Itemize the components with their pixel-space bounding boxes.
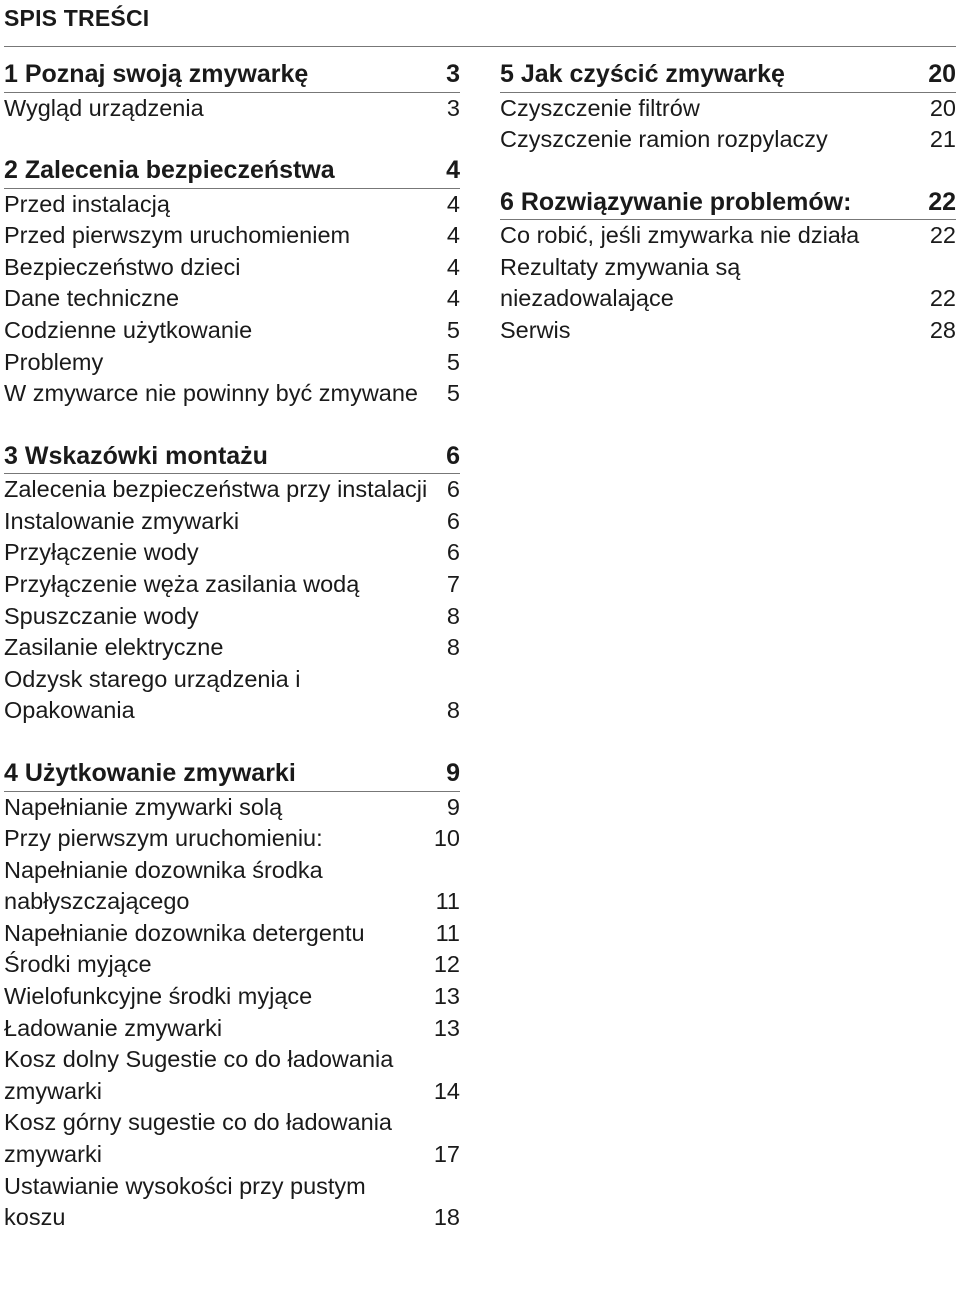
toc-entry[interactable] bbox=[4, 664, 460, 727]
toc-entry-list bbox=[4, 474, 460, 727]
page-title: SPIS TREŚCI bbox=[4, 5, 150, 31]
toc-entry-page: 13 bbox=[433, 1014, 460, 1041]
toc-entry[interactable] bbox=[4, 1107, 460, 1170]
toc-entry-title: Serwis bbox=[500, 316, 571, 343]
toc-entry[interactable] bbox=[4, 220, 460, 252]
toc-entry-title: Czyszczenie filtrów bbox=[500, 94, 700, 121]
toc-entry-list bbox=[500, 220, 956, 346]
toc-entry-title: Spuszczanie wody bbox=[4, 602, 199, 629]
toc-entry-page: 6 bbox=[446, 476, 460, 503]
toc-entry[interactable] bbox=[4, 918, 460, 950]
toc-entry-page: 6 bbox=[446, 507, 460, 534]
toc-entry-title: Bezpieczeństwo dzieci bbox=[4, 253, 241, 280]
toc-entry-title: Wielofunkcyjne środki myjące bbox=[4, 983, 313, 1010]
toc-entry-page: 28 bbox=[929, 316, 956, 343]
toc-entry-page: 4 bbox=[446, 190, 460, 217]
toc-entry-page: 4 bbox=[446, 222, 460, 249]
toc-entry[interactable] bbox=[4, 537, 460, 569]
toc-entry[interactable] bbox=[4, 1044, 460, 1107]
toc-entry[interactable] bbox=[4, 189, 460, 221]
toc-entry-title: Przyłączenie węża zasilania wodą bbox=[4, 571, 360, 598]
section-heading-page: 4 bbox=[446, 156, 460, 185]
toc-entry-page: 6 bbox=[446, 539, 460, 566]
toc-entry[interactable] bbox=[4, 93, 460, 125]
toc-entry-title: Problemy bbox=[4, 348, 104, 375]
toc-entry[interactable] bbox=[4, 981, 460, 1013]
toc-entry[interactable] bbox=[4, 252, 460, 284]
toc-entry-page: 11 bbox=[435, 919, 460, 946]
toc-entry-title: Co robić, jeśli zmywarka nie działa bbox=[500, 222, 860, 249]
toc-section bbox=[4, 155, 460, 410]
section-heading-page: 6 bbox=[446, 441, 460, 470]
toc-section bbox=[4, 441, 460, 727]
section-heading[interactable] bbox=[4, 59, 460, 93]
toc-entry-title: Przed pierwszym uruchomieniem bbox=[4, 222, 351, 249]
title-divider bbox=[4, 46, 956, 47]
toc-entry-page: 22 bbox=[929, 285, 956, 312]
toc-entry-page: 17 bbox=[433, 1141, 460, 1168]
toc-entry-title: Instalowanie zmywarki bbox=[4, 507, 240, 534]
toc-entry[interactable] bbox=[500, 252, 956, 315]
toc-entry-title: W zmywarce nie powinny być zmywane bbox=[4, 380, 418, 407]
toc-entry-page: 8 bbox=[446, 602, 460, 629]
toc-entry-title: Przyłączenie wody bbox=[4, 539, 199, 566]
toc-entry[interactable] bbox=[4, 569, 460, 601]
toc-entry[interactable] bbox=[4, 378, 460, 410]
toc-left-column bbox=[4, 59, 460, 1234]
toc-entry[interactable] bbox=[4, 1013, 460, 1045]
toc-entry-title: Ładowanie zmywarki bbox=[4, 1014, 223, 1041]
toc-entry-page: 5 bbox=[446, 316, 460, 343]
toc-entry[interactable] bbox=[4, 347, 460, 379]
toc-entry-page: 22 bbox=[929, 222, 956, 249]
toc-entry-page: 8 bbox=[446, 634, 460, 661]
section-heading-title: 1 Poznaj swoją zmywarkę bbox=[4, 60, 309, 88]
section-heading-title: 5 Jak czyścić zmywarkę bbox=[500, 60, 785, 88]
toc-entry-title: Napełnianie dozownika środka nabłyszczającego bbox=[4, 856, 323, 915]
toc-section bbox=[4, 59, 460, 124]
toc-entry-title: Odzysk starego urządzenia i Opakowania bbox=[4, 665, 301, 724]
toc-entry-page: 10 bbox=[433, 825, 460, 852]
toc-entry-page: 14 bbox=[433, 1077, 460, 1104]
toc-entry-title: Wygląd urządzenia bbox=[4, 94, 204, 121]
section-heading[interactable] bbox=[4, 155, 460, 189]
section-heading-title: 6 Rozwiązywanie problemów: bbox=[500, 187, 852, 216]
toc-entry-list bbox=[500, 93, 956, 156]
toc-entry-list bbox=[4, 792, 460, 1234]
toc-entry[interactable] bbox=[4, 474, 460, 506]
toc-entry[interactable] bbox=[4, 315, 460, 347]
toc-entry-page: 7 bbox=[446, 571, 460, 598]
toc-entry[interactable] bbox=[4, 506, 460, 538]
toc-entry-title: Czyszczenie ramion rozpylaczy bbox=[500, 126, 828, 153]
toc-entry-title: Napełnianie zmywarki solą bbox=[4, 793, 283, 820]
toc-section bbox=[4, 758, 460, 1234]
section-heading[interactable] bbox=[4, 758, 460, 792]
toc-entry-page: 12 bbox=[433, 951, 460, 978]
toc-entry[interactable] bbox=[500, 220, 956, 252]
section-heading-title: 2 Zalecenia bezpieczeństwa bbox=[4, 156, 335, 185]
toc-entry-title: Dane techniczne bbox=[4, 285, 180, 312]
toc-entry[interactable] bbox=[500, 315, 956, 347]
toc-entry-title: Rezultaty zmywania są niezadowalające bbox=[500, 253, 741, 312]
toc-entry-page: 21 bbox=[929, 126, 956, 153]
section-heading[interactable] bbox=[500, 59, 956, 93]
toc-entry-title: Ustawianie wysokości przy pustym koszu bbox=[4, 1172, 366, 1231]
toc-entry-list bbox=[4, 189, 460, 410]
section-heading-page: 20 bbox=[928, 60, 956, 88]
toc-entry-title: Przed instalacją bbox=[4, 190, 170, 217]
toc-entry-page: 5 bbox=[446, 380, 460, 407]
toc-entry-page: 5 bbox=[446, 348, 460, 375]
toc-entry[interactable] bbox=[4, 823, 460, 855]
section-heading-title: 4 Użytkowanie zmywarki bbox=[4, 759, 296, 787]
toc-entry-title: Środki myjące bbox=[4, 951, 152, 978]
toc-entry[interactable] bbox=[4, 601, 460, 633]
toc-entry-page: 20 bbox=[929, 94, 956, 121]
toc-entry-page: 13 bbox=[433, 983, 460, 1010]
toc-entry-page: 11 bbox=[435, 888, 460, 915]
toc-entry-page: 4 bbox=[446, 253, 460, 280]
section-heading-title: 3 Wskazówki montażu bbox=[4, 441, 268, 470]
section-heading-page: 9 bbox=[446, 759, 460, 787]
toc-entry-title: Przy pierwszym uruchomieniu: bbox=[4, 825, 323, 852]
section-heading[interactable] bbox=[4, 441, 460, 475]
toc-section bbox=[500, 59, 956, 156]
toc-entry-title: Codzienne użytkowanie bbox=[4, 316, 253, 343]
toc-right-column bbox=[500, 59, 956, 347]
toc-entry[interactable] bbox=[4, 792, 460, 824]
toc-entry[interactable] bbox=[4, 855, 460, 918]
toc-entry-title: Kosz dolny Sugestie co do ładowania zmywarki bbox=[4, 1046, 394, 1104]
toc-entry-page: 3 bbox=[446, 94, 460, 121]
toc-section bbox=[500, 187, 956, 347]
toc-entry[interactable] bbox=[4, 632, 460, 664]
toc-entry[interactable] bbox=[4, 1171, 460, 1234]
toc-entry-list bbox=[4, 93, 460, 125]
section-heading[interactable] bbox=[500, 187, 956, 221]
toc-entry-title: Napełnianie dozownika detergentu bbox=[4, 919, 365, 946]
toc-entry[interactable] bbox=[4, 283, 460, 315]
toc-entry-page: 4 bbox=[446, 285, 460, 312]
toc-entry-title: Kosz górny sugestie co do ładowania zmywarki bbox=[4, 1109, 392, 1168]
toc-entry-page: 9 bbox=[446, 793, 460, 820]
toc-entry-page: 8 bbox=[446, 697, 460, 724]
toc-entry-page: 18 bbox=[433, 1204, 460, 1231]
section-heading-page: 22 bbox=[928, 187, 956, 216]
toc-entry[interactable] bbox=[500, 93, 956, 125]
toc-entry-title: Zalecenia bezpieczeństwa przy instalacji bbox=[4, 476, 428, 503]
section-heading-page: 3 bbox=[446, 60, 460, 88]
toc-entry[interactable] bbox=[4, 949, 460, 981]
toc-entry[interactable] bbox=[500, 124, 956, 156]
toc-entry-title: Zasilanie elektryczne bbox=[4, 634, 224, 661]
